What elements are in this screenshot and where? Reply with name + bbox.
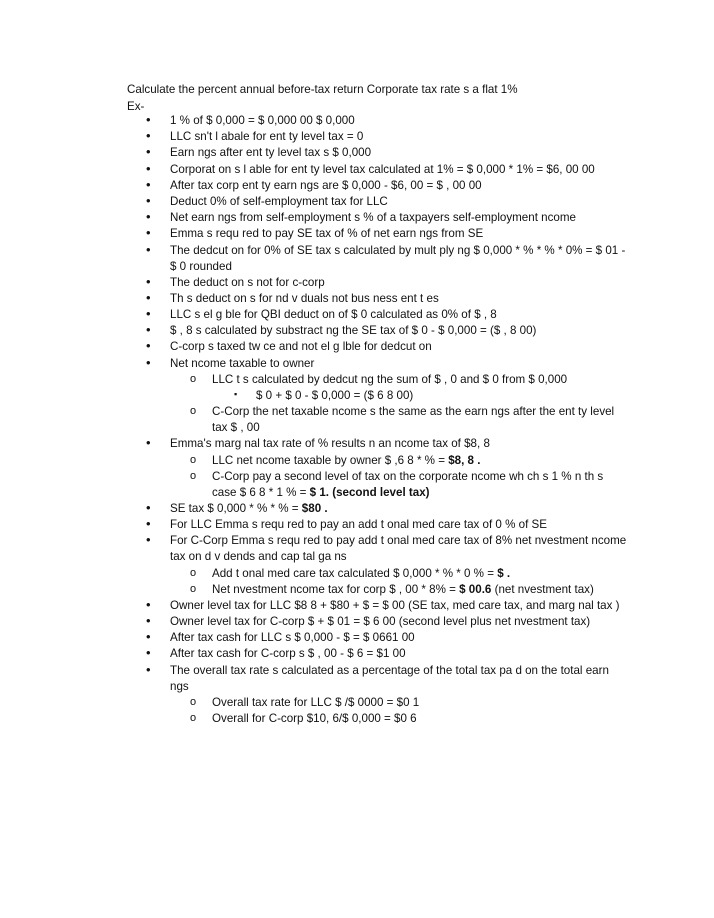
sub-bullet-item <box>0 711 628 727</box>
bullet-item <box>0 275 630 291</box>
bullet-list <box>0 113 714 727</box>
item-text: Owner level tax for C-corp $ + $ 01 = $ 6 00 (second level plus net nvestment tax) <box>170 615 591 629</box>
item-text: Net ncome taxable to owner <box>170 356 315 370</box>
item-text: The dedcut on for 0% of SE tax s calculated by mult ply ng $ 0,000 * % * % * 0% = $ 01 - $ 0 rounded <box>170 243 626 273</box>
bullet-item <box>0 517 630 533</box>
bullet-item <box>0 356 630 372</box>
item-text: For LLC Emma s requ red to pay an add t onal med care tax of 0 % of SE <box>170 518 547 532</box>
bullet-item <box>0 145 630 161</box>
bullet-item <box>0 436 630 452</box>
item-bold-value: $8, 8 . <box>448 453 481 467</box>
item-text: LLC s el g ble for QBI deduct on of $ 0 calculated as 0% of $ , 8 <box>170 308 497 322</box>
item-text: For C-Corp Emma s requ red to pay add t onal med care tax of 8% net nvestment ncome tax on d v dends and cap tal ga ns <box>170 534 627 564</box>
item-text: LLC net ncome taxable by owner $ ,6 8 * % = <box>212 453 449 467</box>
item-text: Deduct 0% of self-employment tax for LLC <box>170 194 388 208</box>
example-label: Ex- <box>127 100 145 113</box>
sub-bullet-item <box>0 582 628 598</box>
bullet-item <box>0 226 630 242</box>
bullet-item <box>0 501 630 517</box>
bullet-item <box>0 291 630 307</box>
bullet-item <box>0 646 630 662</box>
bullet-item <box>0 162 630 178</box>
bullet-item <box>0 598 630 614</box>
item-bold-value: $80 . <box>301 501 328 515</box>
bullet-item <box>0 194 630 210</box>
item-text: Add t onal med care tax calculated $ 0,000 * % * 0 % = <box>212 566 498 580</box>
item-text: Owner level tax for LLC $8 8 + $80 + $ = $ 00 (SE tax, med care tax, and marg nal tax ) <box>170 598 620 612</box>
item-text: LLC sn't l abale for ent ty level tax = 0 <box>170 130 364 144</box>
sub-bullet-item <box>0 695 628 711</box>
item-text: Emma s requ red to pay SE tax of % of net earn ngs from SE <box>170 227 484 241</box>
bullet-item <box>0 339 630 355</box>
sub-bullet-item <box>0 566 628 582</box>
item-text: LLC t s calculated by dedcut ng the sum of $ , 0 and $ 0 from $ 0,000 <box>212 372 568 386</box>
bullet-item <box>0 323 630 339</box>
item-text: After tax cash for LLC s $ 0,000 - $ = $ 0661 00 <box>170 631 415 645</box>
bullet-item <box>0 614 630 630</box>
item-text: Net nvestment ncome tax for corp $ , 00 * 8% = <box>212 582 460 596</box>
item-text: $ , 8 s calculated by substract ng the SE tax of $ 0 - $ 0,000 = ($ , 8 00) <box>170 324 537 338</box>
bullet-item <box>0 113 630 129</box>
bullet-item <box>0 663 630 695</box>
item-text: The deduct on s not for c-corp <box>170 275 325 289</box>
item-text: Overall for C-corp $10, 6/$ 0,000 = $0 6 <box>212 712 417 725</box>
item-text: Th s deduct on s for nd v duals not bus ness ent t es <box>170 291 439 305</box>
bullet-item <box>0 630 630 646</box>
sub-bullet-item <box>0 404 628 436</box>
item-bold-value: $ 1. (second level tax) <box>309 485 430 499</box>
bullet-item <box>0 243 630 275</box>
item-text: The overall tax rate s calculated as a percentage of the total tax pa d on the total earn ngs <box>170 663 609 693</box>
item-tail-text: (net nvestment tax) <box>491 582 594 596</box>
item-text: After tax cash for C-corp s $ , 00 - $ 6 = $1 00 <box>170 647 406 661</box>
sub-bullet-item <box>0 469 628 501</box>
document-title: Calculate the percent annual before-tax return Corporate tax rate s a flat 1% <box>127 83 518 96</box>
item-text: Corporat on s l able for ent ty level tax calculated at 1% = $ 0,000 * 1% = $6, 00 00 <box>170 162 595 176</box>
item-text: Emma's marg nal tax rate of % results n an ncome tax of $8, 8 <box>170 437 490 451</box>
sub-bullet-item <box>0 372 628 388</box>
bullet-item <box>0 210 630 226</box>
item-text: Net earn ngs from self-employment s % of a taxpayers self-employment ncome <box>170 211 576 225</box>
item-text: Overall tax rate for LLC $ /$ 0000 = $0 1 <box>212 695 420 709</box>
sub-sub-bullet-item <box>0 388 628 404</box>
item-bold-value: $ . <box>497 566 511 580</box>
item-text: $ 0 + $ 0 - $ 0,000 = ($ 6 8 00) <box>256 389 414 402</box>
item-text: After tax corp ent ty earn ngs are $ 0,000 - $6, 00 = $ , 00 00 <box>170 178 482 192</box>
item-bold-value: $ 00.6 <box>459 582 492 596</box>
item-text: C-corp s taxed tw ce and not el g lble for dedcut on <box>170 340 432 354</box>
item-text: 1 % of $ 0,000 = $ 0,000 00 $ 0,000 <box>170 114 355 127</box>
item-text: SE tax $ 0,000 * % * % = <box>170 501 302 515</box>
bullet-item <box>0 533 630 565</box>
bullet-item <box>0 307 630 323</box>
item-text: C-Corp pay a second level of tax on the corporate ncome wh ch s 1 % n th s case $ 6 8 * 1 % = <box>212 469 604 499</box>
bullet-item <box>0 129 630 145</box>
item-text: Earn ngs after ent ty level tax s $ 0,000 <box>170 146 372 160</box>
bullet-item <box>0 178 630 194</box>
item-text: C-Corp the net taxable ncome s the same as the earn ngs after the ent ty level tax $ , 00 <box>212 405 615 435</box>
sub-bullet-item <box>0 453 628 469</box>
